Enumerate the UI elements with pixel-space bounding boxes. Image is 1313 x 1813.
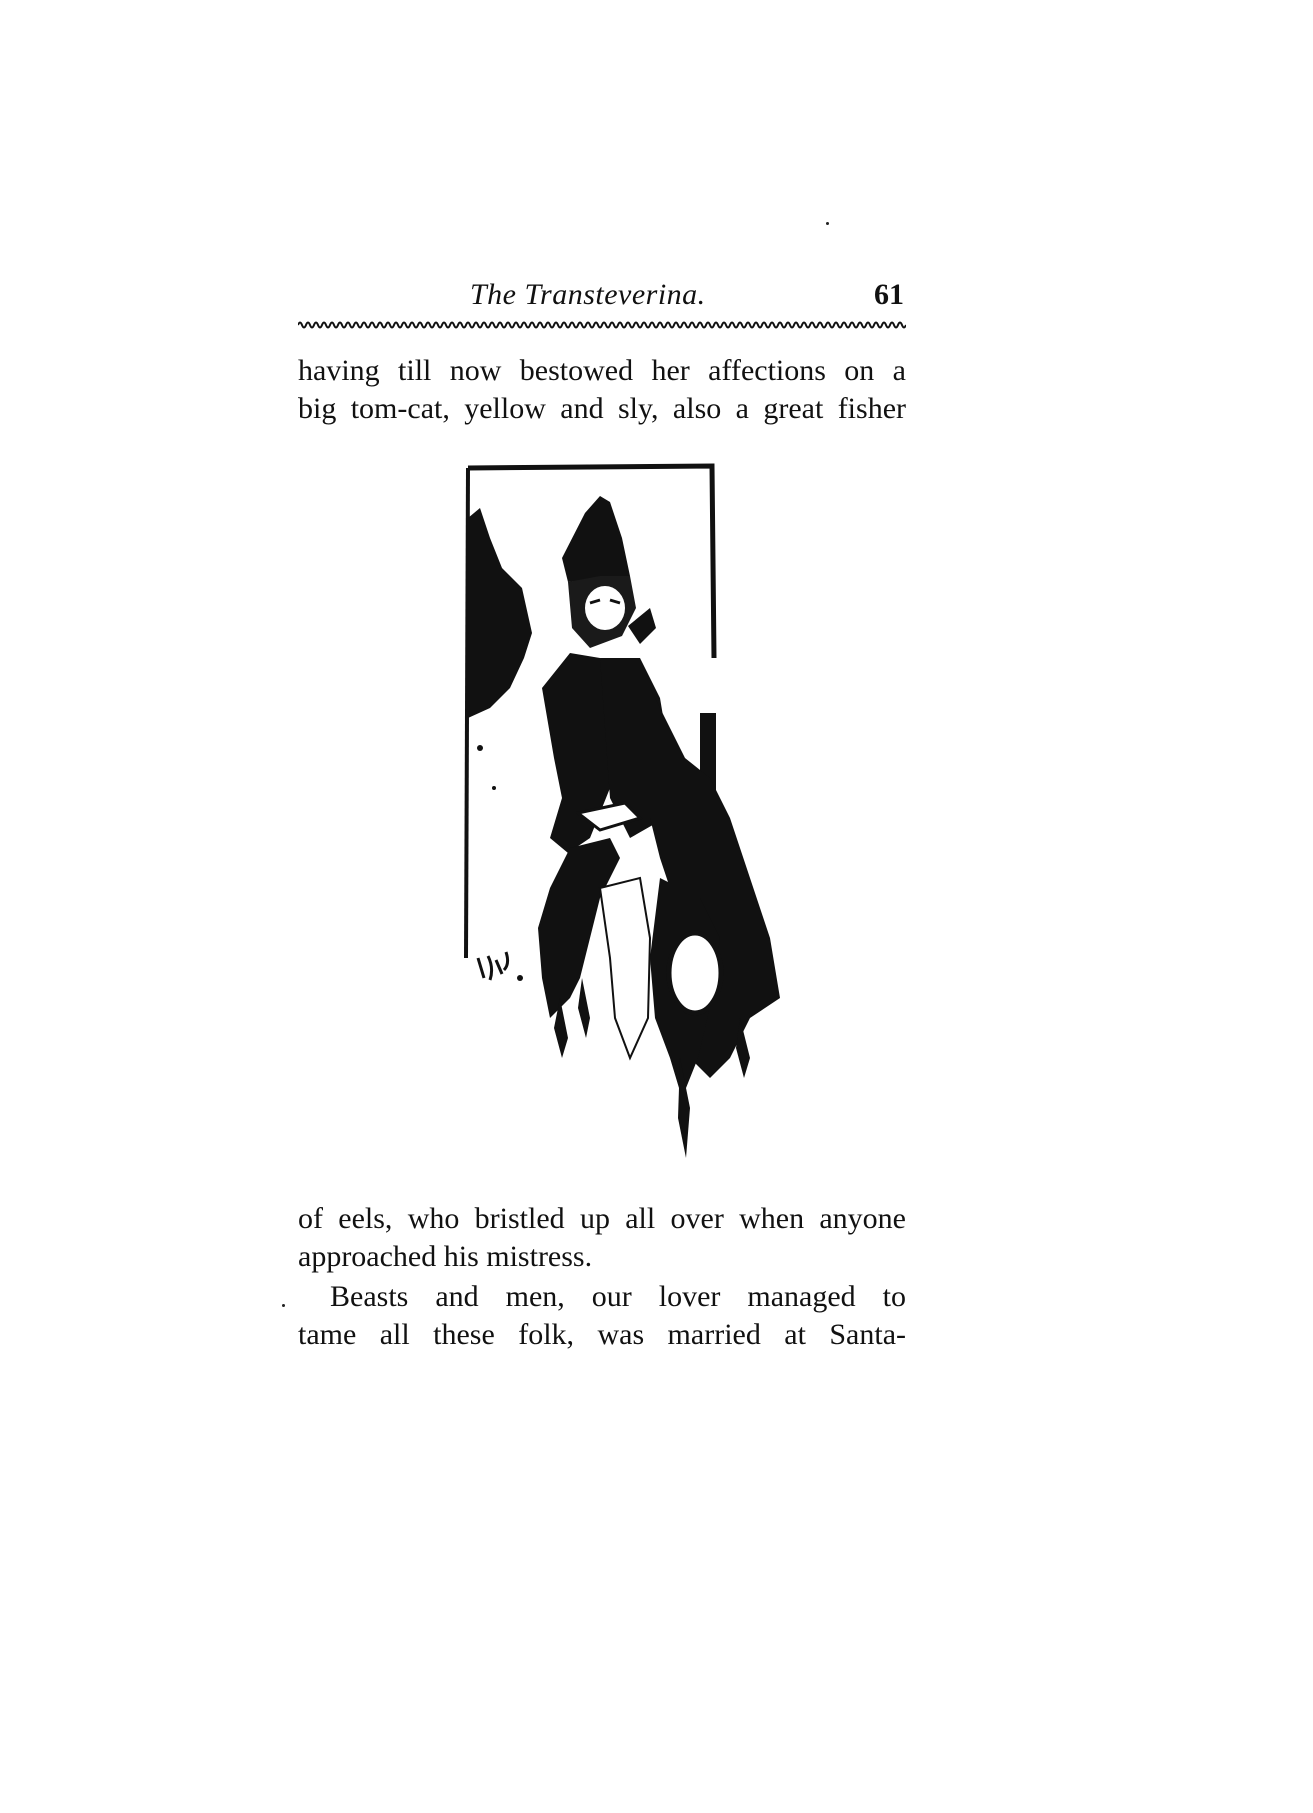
text-line: of eels, who bristled up all over when anyone	[298, 1202, 906, 1235]
running-title: The Transteverina.	[470, 278, 706, 311]
ink-speck	[282, 1304, 285, 1307]
paragraph-top	[298, 352, 906, 428]
text-line: Beasts and men, our lover managed to	[330, 1280, 906, 1313]
text-line: tame all these folk, was married at Santa-	[298, 1318, 906, 1351]
page-number: 61	[874, 278, 904, 311]
text-line: having till now bestowed her affections on a	[298, 354, 906, 387]
paragraph-middle	[298, 1200, 906, 1276]
running-head	[298, 278, 906, 318]
woman-seated-illustration	[450, 458, 820, 1188]
paragraph-bottom	[298, 1278, 906, 1354]
ink-speck	[826, 222, 829, 225]
text-line: big tom-cat, yellow and sly, also a great fisher	[298, 392, 906, 425]
text-line: approached his mistress.	[298, 1240, 593, 1273]
wavy-rule	[298, 318, 906, 332]
